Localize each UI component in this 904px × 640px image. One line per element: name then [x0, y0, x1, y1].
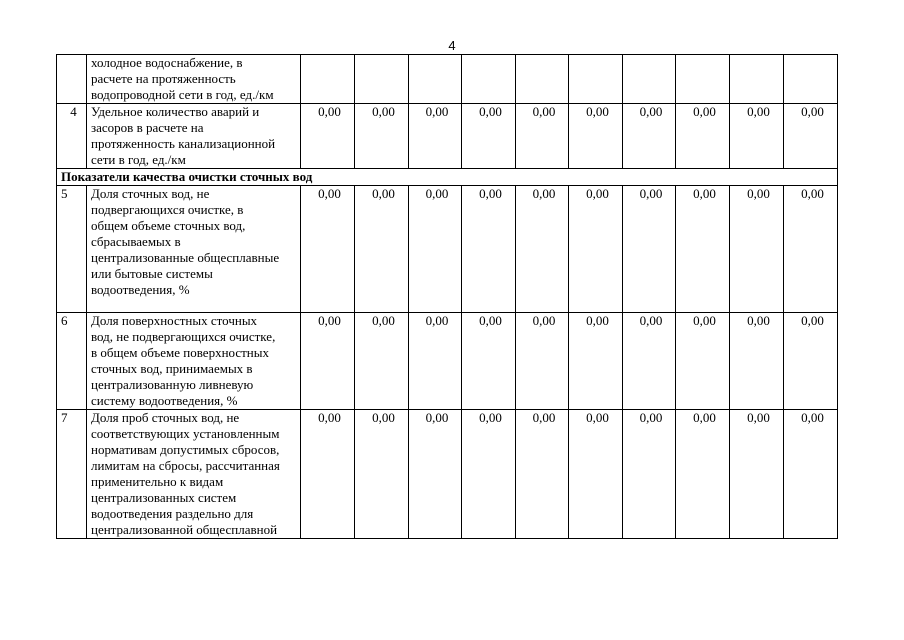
description-line: холодное водоснабжение, в: [91, 55, 243, 70]
value-cell: [301, 55, 355, 104]
value-cell: [409, 55, 462, 104]
value-cell: 0,00: [409, 186, 462, 313]
page-number: 4: [448, 38, 456, 53]
value-cell: [623, 55, 676, 104]
description-line: централизованные общесплавные: [91, 250, 280, 265]
value-cell: 0,00: [676, 410, 730, 539]
value-cell: 0,00: [355, 186, 409, 313]
value-cell: 0,00: [569, 186, 623, 313]
value-cell: 0,00: [730, 410, 784, 539]
value-cell: 0,00: [355, 410, 409, 539]
value-cell: [355, 55, 409, 104]
value-cell: 0,00: [784, 313, 838, 410]
value-cell: [676, 55, 730, 104]
table-row: [57, 313, 838, 410]
value-cell: 0,00: [462, 104, 516, 169]
value-cell: 0,00: [623, 410, 676, 539]
value-cell: 0,00: [409, 104, 462, 169]
description-line: соответствующих установленным: [91, 426, 280, 441]
value-cell: 0,00: [623, 104, 676, 169]
row-number: 5: [57, 186, 87, 313]
description-line: централизованных систем: [91, 490, 237, 505]
table-row: [57, 410, 838, 539]
value-cell: 0,00: [676, 186, 730, 313]
description-line: систему водоотведения, %: [91, 393, 238, 408]
indicator-description: [87, 55, 301, 104]
value-cell: 0,00: [730, 104, 784, 169]
value-cell: 0,00: [462, 186, 516, 313]
description-line: Удельное количество аварий и: [91, 104, 260, 119]
description-line: централизованную ливневую: [91, 377, 254, 392]
value-cell: 0,00: [784, 104, 838, 169]
description-line: централизованной общесплавной: [91, 522, 278, 537]
value-cell: 0,00: [784, 186, 838, 313]
row-number: [57, 55, 87, 104]
value-cell: [730, 55, 784, 104]
value-cell: 0,00: [784, 410, 838, 539]
description-line: засоров в расчете на: [91, 120, 204, 135]
description-line: применительно к видам: [91, 474, 224, 489]
value-cell: 0,00: [301, 313, 355, 410]
table-row: [57, 186, 838, 313]
section-header: Показатели качества очистки сточных вод: [57, 169, 838, 186]
description-line: водоотведения, %: [91, 282, 190, 297]
value-cell: 0,00: [623, 313, 676, 410]
description-line: Доля проб сточных вод, не: [91, 410, 240, 425]
value-cell: 0,00: [676, 104, 730, 169]
description-line: общем объеме сточных вод,: [91, 218, 246, 233]
value-cell: 0,00: [569, 313, 623, 410]
value-cell: 0,00: [730, 186, 784, 313]
description-line: сбрасываемых в: [91, 234, 181, 249]
row-number: 4: [57, 104, 87, 169]
description-line: Доля поверхностных сточных: [91, 313, 258, 328]
value-cell: 0,00: [569, 104, 623, 169]
indicators-table: [56, 54, 838, 539]
value-cell: 0,00: [355, 313, 409, 410]
value-cell: 0,00: [730, 313, 784, 410]
description-line: подвергающихся очистке, в: [91, 202, 244, 217]
row-number: 6: [57, 313, 87, 410]
value-cell: 0,00: [409, 410, 462, 539]
value-cell: 0,00: [516, 186, 569, 313]
row-number: 7: [57, 410, 87, 539]
description-line: расчете на протяженность: [91, 71, 236, 86]
value-cell: 0,00: [516, 410, 569, 539]
value-cell: [569, 55, 623, 104]
description-line: водопроводной сети в год, ед./км: [91, 87, 274, 102]
value-cell: 0,00: [301, 104, 355, 169]
description-line: протяженность канализационной: [91, 136, 276, 151]
value-cell: 0,00: [301, 410, 355, 539]
table-row: [57, 104, 838, 169]
table-row: [57, 55, 838, 104]
value-cell: 0,00: [301, 186, 355, 313]
value-cell: [784, 55, 838, 104]
description-line: вод, не подвергающихся очистке,: [91, 329, 276, 344]
value-cell: 0,00: [516, 104, 569, 169]
value-cell: 0,00: [409, 313, 462, 410]
indicator-description: [87, 313, 301, 410]
value-cell: 0,00: [462, 410, 516, 539]
description-line: сточных вод, принимаемых в: [91, 361, 253, 376]
indicator-description: [87, 186, 301, 313]
description-line: нормативам допустимых сбросов,: [91, 442, 280, 457]
description-line: сети в год, ед./км: [91, 152, 186, 167]
description-line: или бытовые системы: [91, 266, 213, 281]
value-cell: 0,00: [462, 313, 516, 410]
indicator-description: [87, 104, 301, 169]
value-cell: 0,00: [676, 313, 730, 410]
value-cell: [462, 55, 516, 104]
description-line: водоотведения раздельно для: [91, 506, 254, 521]
value-cell: [516, 55, 569, 104]
value-cell: 0,00: [516, 313, 569, 410]
value-cell: 0,00: [569, 410, 623, 539]
description-line: Доля сточных вод, не: [91, 186, 210, 201]
value-cell: 0,00: [623, 186, 676, 313]
description-line: лимитам на сбросы, рассчитанная: [91, 458, 280, 473]
value-cell: 0,00: [355, 104, 409, 169]
indicator-description: [87, 410, 301, 539]
description-line: в общем объеме поверхностных: [91, 345, 270, 360]
section-header-row: [57, 169, 838, 186]
